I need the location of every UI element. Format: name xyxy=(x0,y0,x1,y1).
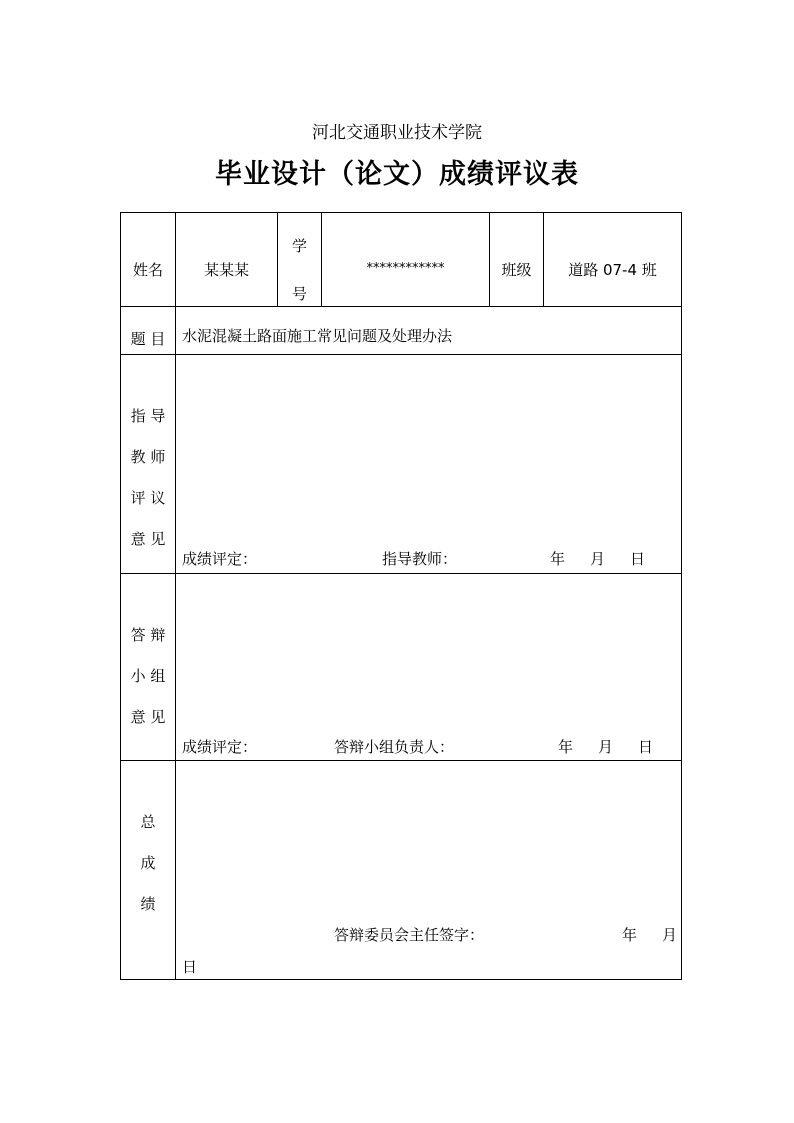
school-name: 河北交通职业技术学院 xyxy=(312,123,482,143)
defense-label-line: 答 辩 xyxy=(130,626,166,644)
topic-value: 水泥混凝土路面施工常见问题及处理办法 xyxy=(182,327,453,345)
evaluation-form-table xyxy=(120,212,682,980)
defense-signer-label: 答辩小组负责人： xyxy=(334,738,455,756)
row-divider-3 xyxy=(121,573,681,574)
row-divider-2 xyxy=(121,354,681,355)
advisor-label-line: 评 议 xyxy=(130,489,166,507)
row-divider-4 xyxy=(121,760,681,761)
advisor-label-line: 意 见 xyxy=(130,530,166,548)
advisor-section-label xyxy=(121,409,175,547)
defense-section-label xyxy=(121,628,175,725)
name-value: 某某某 xyxy=(203,261,249,279)
defense-grade-label: 成绩评定： xyxy=(182,738,258,756)
defense-label-line: 小 组 xyxy=(130,667,166,685)
topic-label: 题 目 xyxy=(130,330,166,348)
advisor-month: 月 xyxy=(590,550,606,568)
defense-day: 日 xyxy=(638,738,654,756)
defense-label-line: 意 见 xyxy=(130,708,166,726)
defense-month: 月 xyxy=(598,738,614,756)
class-label: 班级 xyxy=(501,261,532,279)
defense-year: 年 xyxy=(558,738,574,756)
total-day: 日 xyxy=(182,958,198,976)
total-month: 月 xyxy=(662,926,678,944)
committee-signer-label: 答辩委员会主任签字： xyxy=(334,926,485,944)
advisor-day: 日 xyxy=(630,550,646,568)
total-year: 年 xyxy=(622,926,638,944)
class-value: 道路 07-4 班 xyxy=(568,261,657,279)
id-label-bottom: 号 xyxy=(291,285,307,303)
advisor-label-line: 教 师 xyxy=(130,448,166,466)
col-divider-id-label xyxy=(321,213,322,306)
advisor-signer-label: 指导教师： xyxy=(382,550,458,568)
id-label-top: 学 xyxy=(291,237,307,255)
advisor-label-line: 指 导 xyxy=(130,407,166,425)
label-column-divider xyxy=(175,213,176,979)
advisor-grade-label: 成绩评定： xyxy=(182,550,258,568)
student-id-value: ************ xyxy=(366,261,445,276)
advisor-year: 年 xyxy=(550,550,566,568)
total-label-line: 绩 xyxy=(140,895,156,913)
name-label: 姓名 xyxy=(132,261,163,279)
total-section-label xyxy=(121,815,175,912)
total-label-line: 总 xyxy=(140,813,156,831)
total-label-line: 成 xyxy=(140,854,156,872)
row-divider-1 xyxy=(121,306,681,307)
form-title: 毕业设计（论文）成绩评议表 xyxy=(215,159,579,190)
